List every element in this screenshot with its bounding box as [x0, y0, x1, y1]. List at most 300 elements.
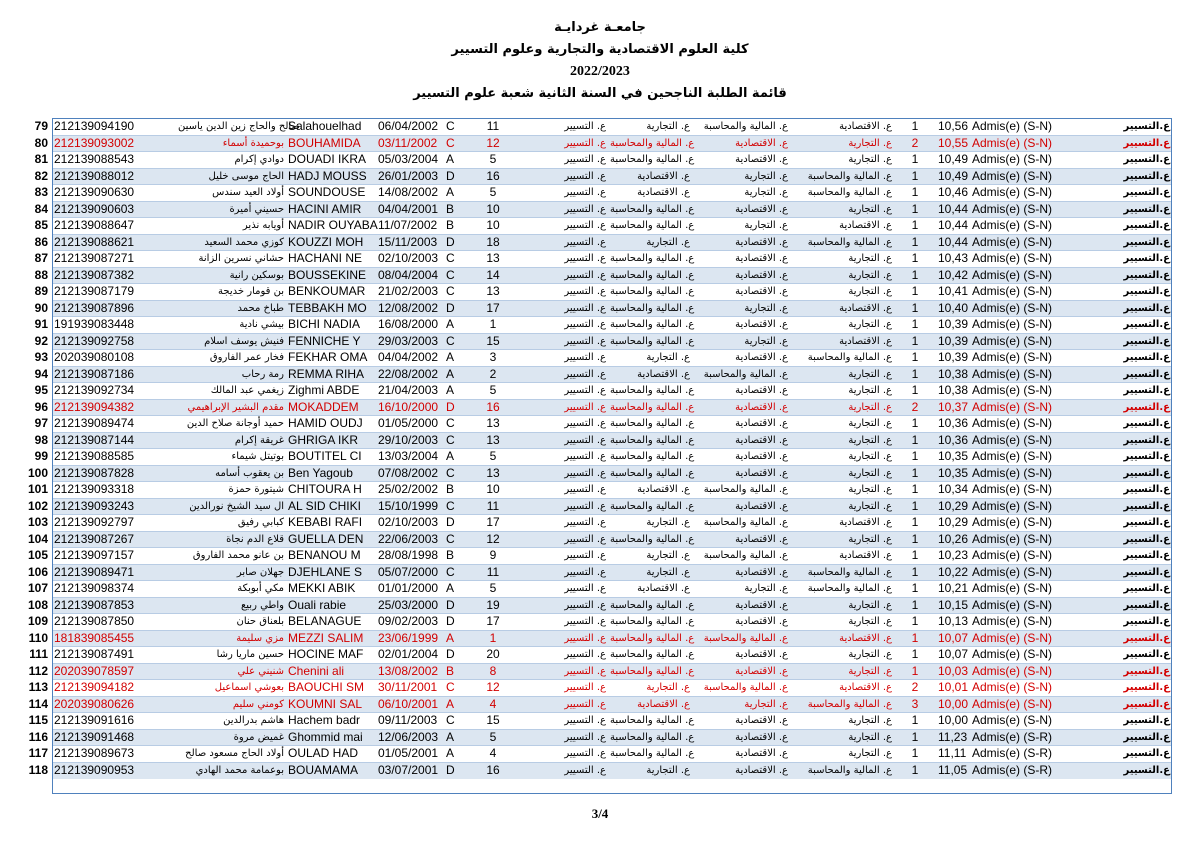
result-status: Admis(e) (S-R): [970, 762, 1090, 779]
latin-name: TEBBAKH MO: [286, 300, 376, 317]
rank-value: 11: [458, 498, 528, 515]
specialty: ع.التسيير: [1090, 399, 1172, 416]
choice-1: ع. التسيير: [528, 218, 608, 235]
choice-3: ع. التجارية: [692, 218, 790, 235]
average: 10,56: [938, 119, 969, 134]
rank-value: 5: [458, 383, 528, 400]
table-row: [52, 152, 1172, 169]
average: 10,49: [938, 168, 969, 183]
student-id: 212139094382: [52, 399, 176, 416]
latin-name: KEBABI RAFI: [286, 515, 376, 532]
row-number: 81: [34, 152, 48, 166]
specialty: ع.التسيير: [1090, 432, 1172, 449]
choice-1: ع. التسيير: [528, 168, 608, 185]
arabic-name: غميض مروة: [176, 729, 286, 746]
choice-3: ع. الاقتصادية: [692, 498, 790, 515]
arabic-name: طباخ محمد: [176, 300, 286, 317]
choice-number: 1: [894, 284, 936, 301]
latin-name: MOKADDEM: [286, 399, 376, 416]
choice-number: 1: [894, 597, 936, 614]
result-status: Admis(e) (S-N): [970, 614, 1090, 631]
row-number: 80: [34, 135, 48, 150]
choice-1: ع. التسيير: [528, 630, 608, 647]
arabic-name: حشاني نسرين الزانة: [176, 251, 286, 268]
choice-4: ع. الاقتصادية: [790, 680, 894, 697]
row-number: 92: [34, 333, 48, 348]
choice-number: 1: [894, 449, 936, 466]
specialty: ع.التسيير: [1090, 185, 1172, 202]
average: 10,44: [938, 218, 969, 233]
arabic-name: فنيش يوسف اسلام: [176, 333, 286, 350]
choice-2: ع. التجارية: [608, 762, 692, 779]
arabic-name: كومني سليم: [176, 696, 286, 713]
average: 10,01: [938, 680, 969, 695]
choice-2: ع. المالية والمحاسبة: [608, 135, 692, 152]
choice-4: ع. التجارية: [790, 663, 894, 680]
specialty: ع.التسيير: [1090, 482, 1172, 499]
arabic-name: أولاد العيد سندس: [176, 185, 286, 202]
table-row: [52, 399, 1172, 416]
birth-date: 21/02/2003: [376, 284, 444, 301]
birth-date: 16/10/2000: [376, 399, 444, 416]
choice-2: ع. التجارية: [608, 680, 692, 697]
arabic-name: بوسكين رانية: [176, 267, 286, 284]
table-row: [52, 284, 1172, 301]
rank-value: 8: [458, 663, 528, 680]
choice-1: ع. التسيير: [528, 614, 608, 631]
choice-4: ع. التجارية: [790, 597, 894, 614]
choice-2: ع. المالية والمحاسبة: [608, 498, 692, 515]
specialty: ع.التسيير: [1090, 564, 1172, 581]
latin-name: Hachem badr: [286, 713, 376, 730]
choice-4: ع. التجارية: [790, 432, 894, 449]
student-id: 212139092797: [52, 515, 176, 532]
choice-number: 2: [894, 399, 936, 416]
choice-3: ع. الاقتصادية: [692, 564, 790, 581]
result-status: Admis(e) (S-N): [970, 135, 1090, 152]
choice-1: ع. التسيير: [528, 647, 608, 664]
specialty: ع.التسيير: [1090, 201, 1172, 218]
birth-date: 12/08/2002: [376, 300, 444, 317]
birth-date: 07/08/2002: [376, 465, 444, 482]
specialty: ع.التسيير: [1090, 449, 1172, 466]
choice-1: ع. التسيير: [528, 366, 608, 383]
birth-date: 23/06/1999: [376, 630, 444, 647]
average: 10,36: [938, 432, 969, 447]
row-number: 101: [27, 482, 48, 496]
rank-value: 3: [458, 350, 528, 367]
choice-number: 1: [894, 713, 936, 730]
table-row: [52, 300, 1172, 317]
arabic-name: بلعناق حنان: [176, 614, 286, 631]
result-status: Admis(e) (S-N): [970, 383, 1090, 400]
latin-name: BOUHAMIDA: [286, 135, 376, 152]
choice-4: ع. التجارية: [790, 267, 894, 284]
latin-name: REMMA RIHA: [286, 366, 376, 383]
average: 10,41: [938, 284, 969, 299]
group-letter: B: [444, 663, 458, 680]
choice-number: 1: [894, 300, 936, 317]
group-letter: A: [444, 449, 458, 466]
choice-2: ع. التجارية: [608, 515, 692, 532]
table-row: [52, 416, 1172, 433]
row-number: 106: [27, 564, 48, 579]
choice-3: ع. الاقتصادية: [692, 234, 790, 251]
rank-value: 5: [458, 185, 528, 202]
student-id: 212139087267: [52, 531, 176, 548]
choice-2: ع. المالية والمحاسبة: [608, 465, 692, 482]
arabic-name: كوزي محمد السعيد: [176, 234, 286, 251]
table-row: [52, 333, 1172, 350]
choice-3: ع. الاقتصادية: [692, 251, 790, 268]
latin-name: CHITOURA H: [286, 482, 376, 499]
group-letter: B: [444, 201, 458, 218]
specialty: ع.التسيير: [1090, 218, 1172, 235]
rank-value: 16: [458, 399, 528, 416]
student-id: 212139094190: [52, 119, 176, 136]
birth-date: 03/07/2001: [376, 762, 444, 779]
arabic-name: مقدم البشير الإبراهيمي: [176, 399, 286, 416]
result-status: Admis(e) (S-N): [970, 713, 1090, 730]
table-row: [52, 350, 1172, 367]
row-number: 82: [34, 168, 48, 183]
arabic-name: كبابي رفيق: [176, 515, 286, 532]
latin-name: FENNICHE Y: [286, 333, 376, 350]
rank-value: 5: [458, 449, 528, 466]
group-letter: A: [444, 729, 458, 746]
average: 10,00: [938, 713, 969, 728]
choice-4: ع. التجارية: [790, 746, 894, 763]
average: 10,29: [938, 498, 969, 513]
arabic-name: الحاج موسى خليل: [176, 168, 286, 185]
specialty: ع.التسيير: [1090, 663, 1172, 680]
rank-value: 13: [458, 432, 528, 449]
choice-3: ع. الاقتصادية: [692, 432, 790, 449]
birth-date: 09/02/2003: [376, 614, 444, 631]
choice-1: ع. التسيير: [528, 251, 608, 268]
choice-number: 1: [894, 234, 936, 251]
arabic-name: مكي أبوبكة: [176, 581, 286, 598]
result-status: Admis(e) (S-N): [970, 465, 1090, 482]
specialty: ع.التسيير: [1090, 300, 1172, 317]
group-letter: D: [444, 597, 458, 614]
student-id: 212139092758: [52, 333, 176, 350]
choice-2: ع. المالية والمحاسبة: [608, 663, 692, 680]
choice-number: 1: [894, 383, 936, 400]
group-letter: C: [444, 531, 458, 548]
choice-number: 1: [894, 515, 936, 532]
birth-date: 29/10/2003: [376, 432, 444, 449]
row-number: 114: [28, 696, 48, 711]
group-letter: C: [444, 680, 458, 697]
choice-3: ع. الاقتصادية: [692, 647, 790, 664]
faculty-name: كلية العلوم الاقتصادية والتجارية وعلوم التسيير: [451, 42, 749, 57]
latin-name: GUELLA DEN: [286, 531, 376, 548]
latin-name: Salahouelhad: [286, 119, 376, 136]
specialty: ع.التسيير: [1090, 713, 1172, 730]
arabic-name: أويابه نذير: [176, 218, 286, 235]
choice-3: ع. الاقتصادية: [692, 201, 790, 218]
choice-2: ع. التجارية: [608, 119, 692, 136]
average: 10,38: [938, 383, 969, 398]
choice-3: ع. الاقتصادية: [692, 449, 790, 466]
birth-date: 30/11/2001: [376, 680, 444, 697]
choice-3: ع. الاقتصادية: [692, 746, 790, 763]
table-row: [52, 185, 1172, 202]
table-row: [52, 366, 1172, 383]
result-status: Admis(e) (S-N): [970, 696, 1090, 713]
row-number: 109: [27, 614, 48, 628]
result-status: Admis(e) (S-N): [970, 234, 1090, 251]
average: 10,07: [938, 647, 969, 662]
specialty: ع.التسيير: [1090, 581, 1172, 598]
choice-1: ع. التسيير: [528, 762, 608, 779]
choice-3: ع. الاقتصادية: [692, 465, 790, 482]
choice-3: ع. المالية والمحاسبة: [692, 119, 790, 136]
birth-date: 25/02/2002: [376, 482, 444, 499]
choice-2: ع. المالية والمحاسبة: [608, 597, 692, 614]
student-id: 212139087491: [52, 647, 176, 664]
student-id: 191939083448: [52, 317, 176, 334]
birth-date: 12/06/2003: [376, 729, 444, 746]
student-id: 212139087828: [52, 465, 176, 482]
choice-4: ع. الاقتصادية: [790, 333, 894, 350]
choice-number: 1: [894, 531, 936, 548]
average: 10,23: [938, 548, 969, 563]
choice-4: ع. التجارية: [790, 317, 894, 334]
arabic-name: حسيني أميرة: [176, 201, 286, 218]
average: 10,44: [938, 201, 969, 216]
choice-3: ع. الاقتصادية: [692, 614, 790, 631]
row-number: 91: [34, 317, 48, 331]
arabic-name: مزي سليمة: [176, 630, 286, 647]
choice-2: ع. المالية والمحاسبة: [608, 432, 692, 449]
choice-4: ع. التجارية: [790, 465, 894, 482]
table-row: [52, 597, 1172, 614]
latin-name: Zighmi ABDE: [286, 383, 376, 400]
birth-date: 25/03/2000: [376, 597, 444, 614]
specialty: ع.التسيير: [1090, 548, 1172, 565]
rank-value: 11: [458, 119, 528, 136]
choice-1: ع. التسيير: [528, 350, 608, 367]
rank-value: 10: [458, 201, 528, 218]
choice-1: ع. التسيير: [528, 234, 608, 251]
choice-4: ع. التجارية: [790, 647, 894, 664]
choice-1: ع. التسيير: [528, 498, 608, 515]
choice-number: 1: [894, 267, 936, 284]
choice-2: ع. التجارية: [608, 564, 692, 581]
student-id: 202039078597: [52, 663, 176, 680]
choice-4: ع. التجارية: [790, 399, 894, 416]
choice-2: ع. المالية والمحاسبة: [608, 251, 692, 268]
average: 10,38: [938, 366, 969, 381]
choice-2: ع. المالية والمحاسبة: [608, 333, 692, 350]
rank-value: 19: [458, 597, 528, 614]
choice-4: ع. التجارية: [790, 614, 894, 631]
rank-value: 12: [458, 531, 528, 548]
table-row: [52, 432, 1172, 449]
choice-2: ع. التجارية: [608, 350, 692, 367]
row-number: 116: [28, 729, 48, 744]
table-row: [52, 267, 1172, 284]
result-status: Admis(e) (S-N): [970, 399, 1090, 416]
specialty: ع.التسيير: [1090, 630, 1172, 647]
group-letter: C: [444, 267, 458, 284]
choice-3: ع. الاقتصادية: [692, 663, 790, 680]
specialty: ع.التسيير: [1090, 284, 1172, 301]
choice-2: ع. المالية والمحاسبة: [608, 449, 692, 466]
result-status: Admis(e) (S-N): [970, 647, 1090, 664]
choice-3: ع. المالية والمحاسبة: [692, 366, 790, 383]
choice-number: 1: [894, 201, 936, 218]
result-status: Admis(e) (S-N): [970, 548, 1090, 565]
student-id: 212139088585: [52, 449, 176, 466]
specialty: ع.التسيير: [1090, 317, 1172, 334]
specialty: ع.التسيير: [1090, 746, 1172, 763]
specialty: ع.التسيير: [1090, 614, 1172, 631]
choice-1: ع. التسيير: [528, 333, 608, 350]
latin-name: BOUSSEKINE: [286, 267, 376, 284]
specialty: ع.التسيير: [1090, 383, 1172, 400]
student-id: 212139087382: [52, 267, 176, 284]
arabic-name: شنيني علي: [176, 663, 286, 680]
table-row: [52, 762, 1172, 779]
choice-2: ع. المالية والمحاسبة: [608, 383, 692, 400]
group-letter: B: [444, 482, 458, 499]
choice-2: ع. التجارية: [608, 548, 692, 565]
choice-1: ع. التسيير: [528, 267, 608, 284]
rank-value: 16: [458, 762, 528, 779]
row-number: 79: [34, 119, 48, 133]
choice-4: ع. المالية والمحاسبة: [790, 696, 894, 713]
latin-name: Chenini ali: [286, 663, 376, 680]
choice-number: 1: [894, 465, 936, 482]
choice-2: ع. الاقتصادية: [608, 366, 692, 383]
average: 10,00: [938, 696, 969, 711]
latin-name: HOCINE MAF: [286, 647, 376, 664]
choice-2: ع. المالية والمحاسبة: [608, 630, 692, 647]
latin-name: KOUZZI MOH: [286, 234, 376, 251]
rank-value: 13: [458, 465, 528, 482]
result-status: Admis(e) (S-N): [970, 564, 1090, 581]
rank-value: 17: [458, 614, 528, 631]
choice-4: ع. الاقتصادية: [790, 548, 894, 565]
rank-value: 12: [458, 680, 528, 697]
specialty: ع.التسيير: [1090, 762, 1172, 779]
choice-4: ع. التجارية: [790, 251, 894, 268]
result-status: Admis(e) (S-N): [970, 201, 1090, 218]
choice-3: ع. الاقتصادية: [692, 152, 790, 169]
choice-number: 1: [894, 581, 936, 598]
average: 10,39: [938, 350, 969, 365]
choice-number: 1: [894, 333, 936, 350]
table-row: [52, 581, 1172, 598]
average: 10,55: [938, 135, 969, 150]
average: 10,36: [938, 416, 969, 431]
result-status: Admis(e) (S-N): [970, 531, 1090, 548]
average: 10,44: [938, 234, 969, 249]
average: 10,40: [938, 300, 969, 315]
birth-date: 09/11/2003: [376, 713, 444, 730]
row-number: 93: [34, 350, 48, 364]
choice-3: ع. الاقتصادية: [692, 350, 790, 367]
table-row: [52, 663, 1172, 680]
choice-4: ع. الاقتصادية: [790, 119, 894, 136]
group-letter: D: [444, 234, 458, 251]
choice-number: 1: [894, 218, 936, 235]
choice-1: ع. التسيير: [528, 119, 608, 136]
choice-number: 1: [894, 630, 936, 647]
table-row: [52, 383, 1172, 400]
birth-date: 29/03/2003: [376, 333, 444, 350]
specialty: ع.التسيير: [1090, 251, 1172, 268]
choice-number: 1: [894, 317, 936, 334]
specialty: ع.التسيير: [1090, 597, 1172, 614]
group-letter: C: [444, 416, 458, 433]
row-number: 90: [34, 300, 48, 315]
choice-2: ع. المالية والمحاسبة: [608, 317, 692, 334]
choice-number: 1: [894, 729, 936, 746]
table-row: [52, 696, 1172, 713]
group-letter: C: [444, 135, 458, 152]
arabic-name: بن يعقوب أسامه: [176, 465, 286, 482]
arabic-name: حسين ماريا رشا: [176, 647, 286, 664]
arabic-name: بن قومار خديجة: [176, 284, 286, 301]
result-status: Admis(e) (S-N): [970, 300, 1090, 317]
table-row: [52, 465, 1172, 482]
row-number: 112: [28, 663, 48, 678]
arabic-name: حميد أوجانة صلاح الدين: [176, 416, 286, 433]
latin-name: BENKOUMAR: [286, 284, 376, 301]
group-letter: D: [444, 399, 458, 416]
rank-value: 9: [458, 548, 528, 565]
group-letter: D: [444, 168, 458, 185]
table-row: [52, 531, 1172, 548]
table-row: [52, 680, 1172, 697]
latin-name: FEKHAR OMA: [286, 350, 376, 367]
choice-4: ع. التجارية: [790, 482, 894, 499]
choice-1: ع. التسيير: [528, 663, 608, 680]
choice-1: ع. التسيير: [528, 581, 608, 598]
result-status: Admis(e) (S-N): [970, 581, 1090, 598]
result-status: Admis(e) (S-N): [970, 251, 1090, 268]
birth-date: 03/11/2002: [376, 135, 444, 152]
latin-name: HACHANI NE: [286, 251, 376, 268]
row-number: 87: [34, 251, 48, 265]
student-id: 212139087186: [52, 366, 176, 383]
row-number: 102: [27, 498, 48, 513]
choice-1: ع. التسيير: [528, 432, 608, 449]
average: 10,35: [938, 465, 969, 480]
student-id: 212139087896: [52, 300, 176, 317]
choice-number: 1: [894, 432, 936, 449]
birth-date: 02/01/2004: [376, 647, 444, 664]
choice-3: ع. الاقتصادية: [692, 762, 790, 779]
choice-4: ع. التجارية: [790, 713, 894, 730]
choice-3: ع. الاقتصادية: [692, 317, 790, 334]
group-letter: C: [444, 251, 458, 268]
student-id: 212139093002: [52, 135, 176, 152]
choice-1: ع. التسيير: [528, 152, 608, 169]
choice-4: ع. التجارية: [790, 383, 894, 400]
row-number: 111: [29, 647, 48, 661]
choice-2: ع. الاقتصادية: [608, 696, 692, 713]
rank-value: 1: [458, 630, 528, 647]
rank-value: 12: [458, 135, 528, 152]
choice-number: 1: [894, 663, 936, 680]
student-id: 212139087179: [52, 284, 176, 301]
choice-1: ع. التسيير: [528, 300, 608, 317]
